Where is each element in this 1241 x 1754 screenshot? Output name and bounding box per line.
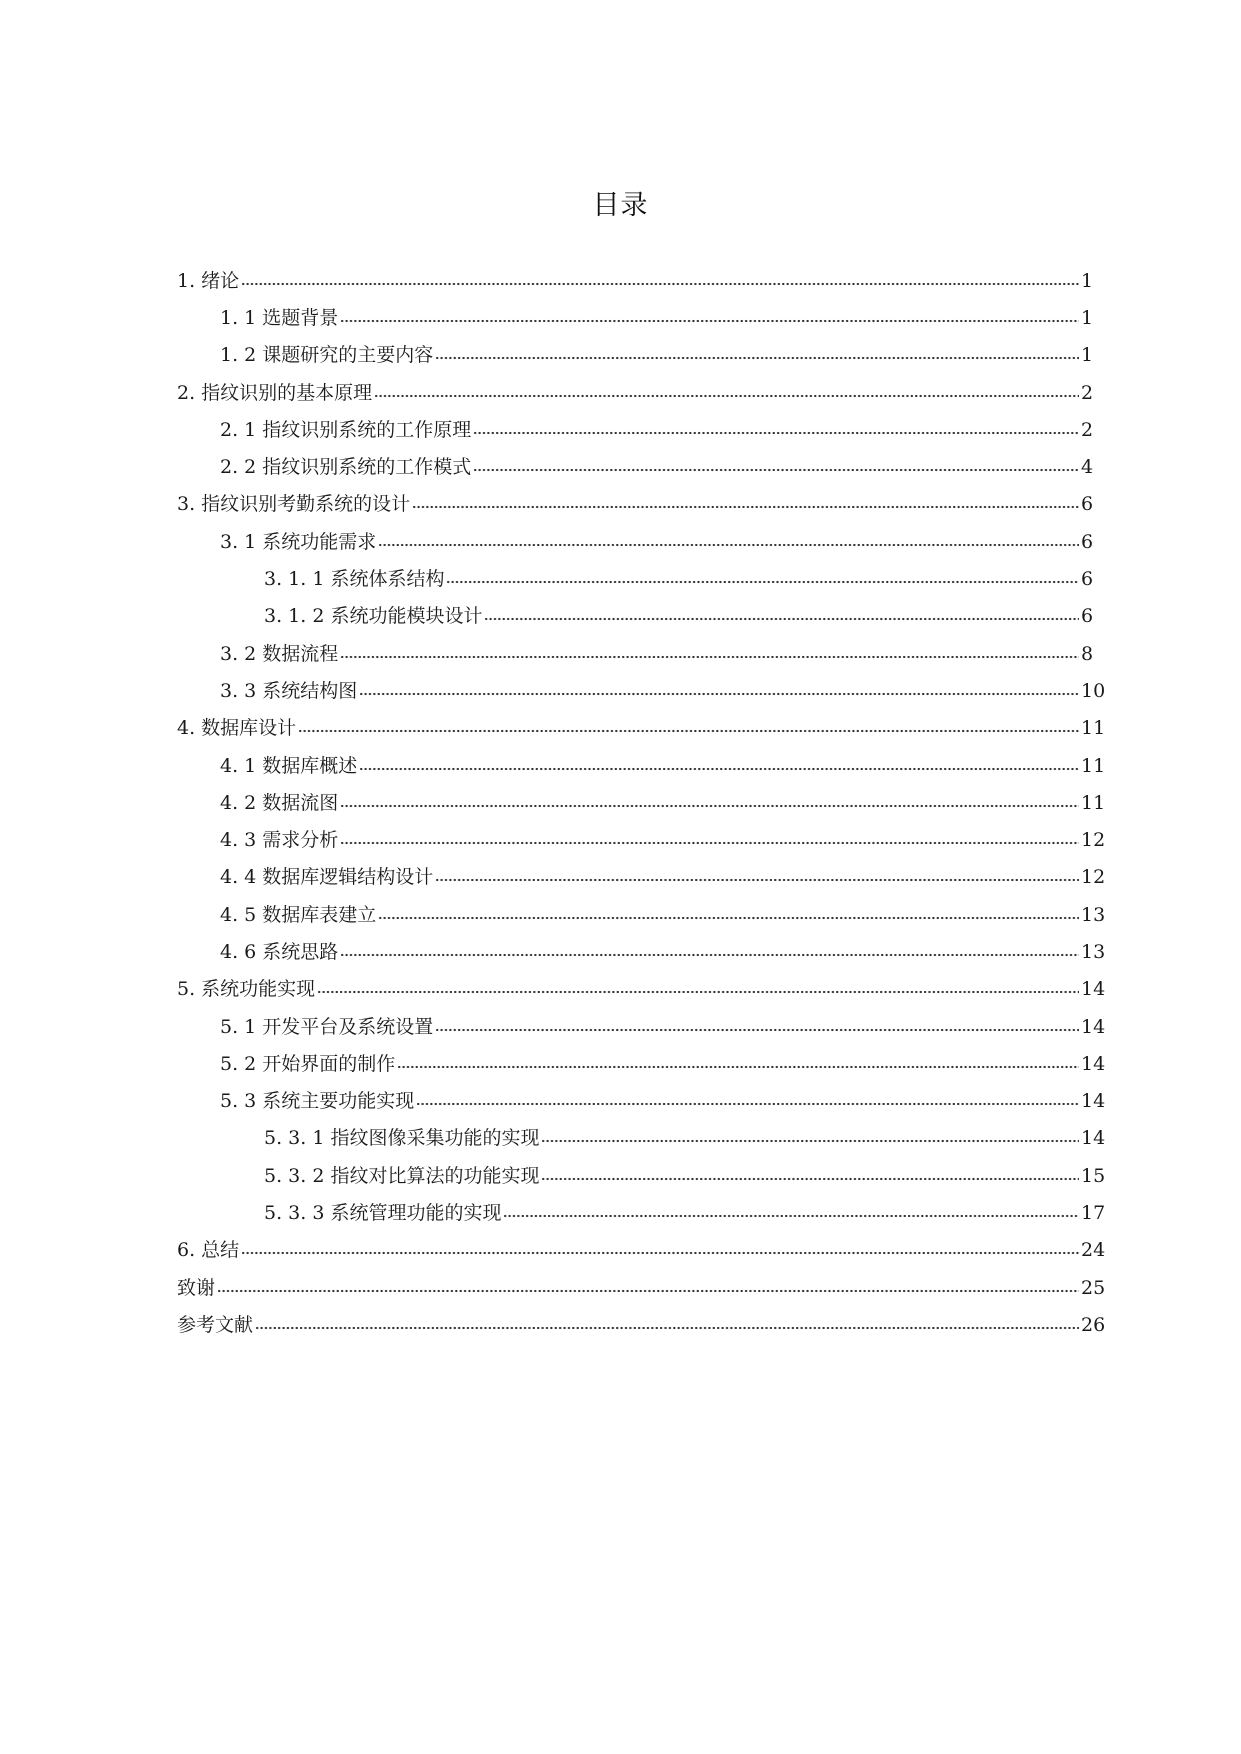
toc-entry-page-number: 1 [1081,269,1094,292]
toc-entry-label: 5. 3. 1 指纹图像采集功能的实现 [264,1127,540,1150]
toc-entry[interactable] [0,1306,1241,1343]
toc-entry-label: 4. 3 需求分析 [220,829,339,852]
toc-entry-page-number: 14 [1081,1015,1106,1038]
dot-leader [374,394,1079,398]
toc-entry[interactable] [0,784,1241,821]
toc-entry-page-number: 12 [1081,829,1106,852]
toc-entry-row [177,1312,1111,1338]
toc-entry[interactable] [0,337,1241,374]
toc-entry-row [220,1051,1111,1077]
toc-entry-row [264,1125,1111,1151]
toc-entry-row [220,827,1111,853]
toc-entry-page-number: 6 [1081,568,1094,591]
toc-entry-page-number: 14 [1081,1052,1106,1075]
dot-leader [473,431,1079,435]
toc-entry-label: 3. 3 系统结构图 [220,679,358,702]
toc-entry-row [220,790,1111,816]
toc-entry-row [220,1088,1111,1114]
toc-entry[interactable] [0,1269,1241,1306]
toc-entry[interactable] [0,859,1241,896]
toc-entry-page-number: 10 [1081,679,1106,702]
toc-entry[interactable] [0,523,1241,560]
toc-entry[interactable] [0,299,1241,336]
toc-entry-label: 2. 2 指纹识别系统的工作模式 [220,456,472,479]
dot-leader [340,841,1079,845]
toc-entry-page-number: 25 [1081,1276,1106,1299]
dot-leader [503,1214,1079,1218]
toc-entry-row [220,641,1111,667]
toc-entry-label: 5. 3 系统主要功能实现 [220,1090,415,1113]
toc-entry[interactable] [0,1120,1241,1157]
toc-entry-label: 致谢 [177,1276,216,1299]
toc-entry-page-number: 11 [1081,754,1106,777]
dot-leader [378,543,1079,547]
toc-entry[interactable] [0,821,1241,858]
toc-entry-label: 3. 指纹识别考勤系统的设计 [177,493,411,516]
toc-entry[interactable] [0,635,1241,672]
toc-entry-row [264,566,1111,592]
toc-entry-page-number: 2 [1081,381,1094,404]
toc-entry-label: 1. 2 课题研究的主要内容 [220,344,434,367]
dot-leader [340,319,1079,323]
toc-entry-row [220,529,1111,555]
toc-entry-row [220,864,1111,890]
dot-leader [255,1326,1079,1330]
toc-entry-page-number: 2 [1081,418,1094,441]
toc-entry-page-number: 14 [1081,1127,1106,1150]
toc-entry-page-number: 15 [1081,1164,1106,1187]
toc-entry-label: 5. 3. 2 指纹对比算法的功能实现 [264,1164,540,1187]
toc-entry-page-number: 24 [1081,1239,1106,1262]
toc-entry-label: 5. 3. 3 系统管理功能的实现 [264,1202,502,1225]
toc-entry[interactable] [0,1232,1241,1269]
dot-leader [217,1289,1079,1293]
toc-entry-page-number: 11 [1081,791,1106,814]
toc-entry-label: 2. 指纹识别的基本原理 [177,381,373,404]
toc-entry-label: 4. 4 数据库逻辑结构设计 [220,866,434,889]
toc-entry[interactable] [0,411,1241,448]
toc-entry-label: 5. 1 开发平台及系统设置 [220,1015,434,1038]
toc-entry-label: 4. 6 系统思路 [220,940,339,963]
toc-entry[interactable] [0,1045,1241,1082]
toc-entry-row [220,417,1111,443]
table-of-contents [0,262,1241,1344]
toc-entry-label: 3. 2 数据流程 [220,642,339,665]
toc-entry-page-number: 17 [1081,1202,1106,1225]
toc-entry-row [220,454,1111,480]
toc-entry-label: 3. 1 系统功能需求 [220,530,377,553]
toc-entry-label: 4. 数据库设计 [177,717,297,740]
dot-leader [446,580,1079,584]
dot-leader [340,655,1079,659]
dot-leader [378,916,1079,920]
toc-entry-row [220,902,1111,928]
toc-entry-page-number: 12 [1081,866,1106,889]
toc-entry[interactable] [0,1008,1241,1045]
toc-entry-page-number: 13 [1081,903,1106,926]
toc-entry-row [220,305,1111,331]
dot-leader [359,692,1079,696]
toc-entry-row [220,342,1111,368]
dot-leader [298,729,1079,733]
toc-entry-label: 5. 系统功能实现 [177,978,316,1001]
toc-entry-page-number: 14 [1081,1090,1106,1113]
toc-entry-row [177,976,1111,1002]
toc-entry[interactable] [0,560,1241,597]
toc-entry-label: 参考文献 [177,1313,254,1336]
toc-entry[interactable] [0,598,1241,635]
dot-leader [541,1139,1079,1143]
toc-entry[interactable] [0,672,1241,709]
page-title: 目录 [592,190,649,221]
dot-leader [435,356,1079,360]
toc-entry-row [220,939,1111,965]
toc-entry-page-number: 1 [1081,344,1094,367]
toc-entry[interactable] [0,374,1241,411]
dot-leader [317,990,1079,994]
toc-entry-row [177,491,1111,517]
toc-entry-page-number: 6 [1081,493,1094,516]
toc-entry-row [177,380,1111,406]
toc-entry[interactable] [0,933,1241,970]
toc-entry[interactable] [0,1083,1241,1120]
toc-entry-label: 3. 1. 1 系统体系结构 [264,568,445,591]
toc-entry-label: 4. 5 数据库表建立 [220,903,377,926]
dot-leader [397,1065,1079,1069]
toc-entry-label: 1. 绪论 [177,269,240,292]
dot-leader [473,468,1079,472]
toc-entry-page-number: 6 [1081,605,1094,628]
toc-entry[interactable] [0,486,1241,523]
toc-entry-label: 4. 1 数据库概述 [220,754,358,777]
dot-leader [435,1028,1079,1032]
toc-entry-page-number: 14 [1081,978,1106,1001]
toc-entry[interactable] [0,896,1241,933]
toc-entry-label: 1. 1 选题背景 [220,306,339,329]
toc-entry-row [177,1275,1111,1301]
toc-entry-label: 2. 1 指纹识别系统的工作原理 [220,418,472,441]
dot-leader [435,878,1079,882]
dot-leader [541,1177,1079,1181]
dot-leader [359,767,1079,771]
toc-entry-label: 5. 2 开始界面的制作 [220,1052,396,1075]
toc-entry-row [177,1237,1111,1263]
toc-entry[interactable] [0,1194,1241,1231]
toc-entry-row [220,1014,1111,1040]
dot-leader [484,617,1079,621]
toc-entry-page-number: 4 [1081,456,1094,479]
toc-entry[interactable] [0,448,1241,485]
toc-entry-row [264,1163,1111,1189]
dot-leader [241,1251,1079,1255]
toc-entry-page-number: 26 [1081,1313,1106,1336]
toc-entry-row [220,678,1111,704]
toc-entry-row [264,603,1111,629]
toc-entry[interactable] [0,747,1241,784]
toc-entry-label: 4. 2 数据流图 [220,791,339,814]
toc-entry[interactable] [0,710,1241,747]
dot-leader [416,1102,1079,1106]
toc-entry-page-number: 13 [1081,940,1106,963]
toc-entry-row [177,715,1111,741]
toc-entry[interactable] [0,971,1241,1008]
toc-entry-row [220,753,1111,779]
dot-leader [241,282,1079,286]
toc-entry-row [177,268,1111,294]
toc-entry-page-number: 1 [1081,306,1094,329]
toc-entry-page-number: 11 [1081,717,1106,740]
toc-entry-page-number: 8 [1081,642,1094,665]
toc-entry-page-number: 6 [1081,530,1094,553]
toc-entry[interactable] [0,1157,1241,1194]
dot-leader [340,804,1079,808]
toc-entry-label: 6. 总结 [177,1239,240,1262]
dot-leader [340,953,1079,957]
dot-leader [412,505,1079,509]
toc-entry-row [264,1200,1111,1226]
toc-entry[interactable] [0,262,1241,299]
toc-entry-label: 3. 1. 2 系统功能模块设计 [264,605,483,628]
